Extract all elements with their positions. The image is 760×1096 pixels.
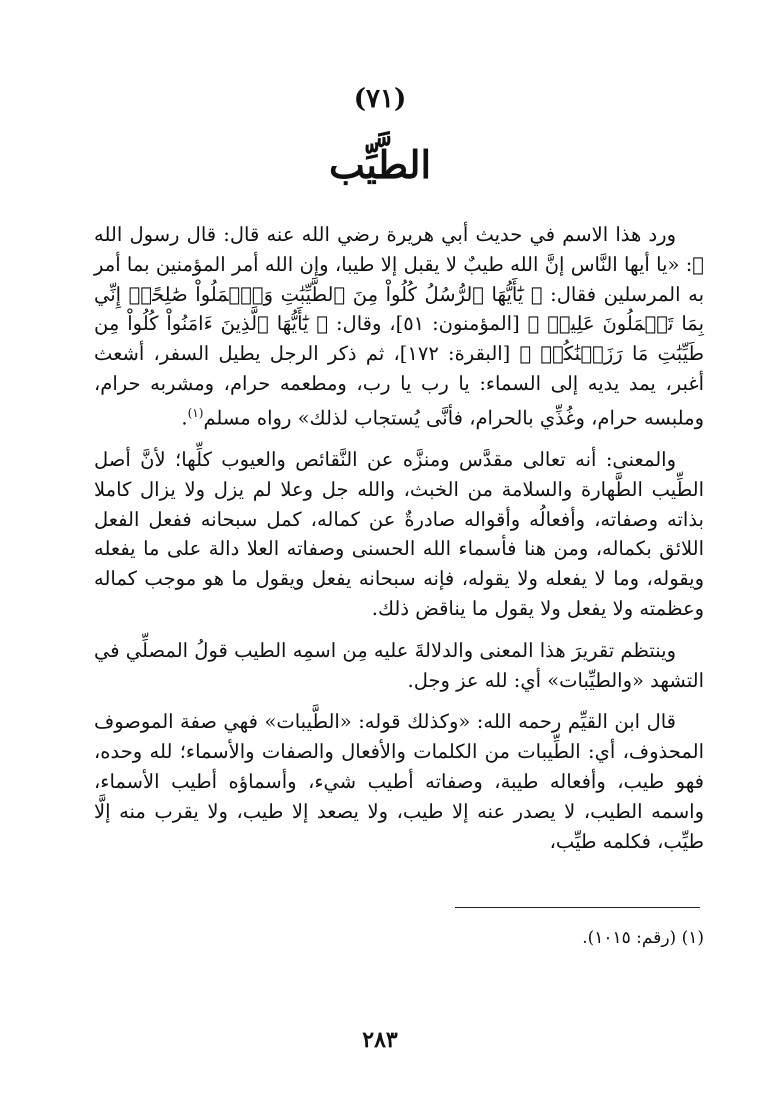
- paragraph-end-mark: .: [181, 406, 188, 430]
- footnote: (١) (رقم: ١٠١٥).: [582, 928, 704, 948]
- paragraph-ibn-qayyim: قال ابن القيِّم رحمه الله: «وكذلك قوله: «الطَّيبات» فهي صفة الموصوف المحذوف، أي: الطِّيبات من الكلمات والأفعال والصفات والأسماء؛ لله وحده، فهو طيب، وأفعاله طيبة، وصفاته أطيب شيء، وأسماؤه أطيب الأسماء، واسمه الطيب، لا يصدر عنه إلا طيب، ولا يصعد إلا طيب، ولا يقرب منه إلَّا طيِّب، فكلمه طيِّب،: [94, 710, 704, 853]
- paragraph-tashahhud: وينتظم تقريرَ هذا المعنى والدلالةَ عليه مِن اسمِه الطيب قولُ المصلِّي في التشهد «والطيِّبات» أي: لله عز وجل.: [94, 638, 704, 692]
- body-text: [94, 220, 704, 868]
- paragraph-hadith-text: ورد هذا الاسم في حديث أبي هريرة رضي الله عنه قال: قال رسول الله ﷺ: «يا أيها النَّاس إنَّ الله طيبٌ لا يقبل إلا طيبا، وإن الله أمر المؤمنين بما أمر به المرسلين فقال: ﴿ يَٰٓأَيُّهَا ٱلرُّسُلُ كُلُواْ مِنَ ٱلطَّيِّبَٰتِ وَٱعۡمَلُواْ صَٰلِحًاۖ إِنِّي بِمَا تَعۡمَلُونَ عَلِيمٞ ﴾ [المؤمنون: ٥١]، وقال: ﴿ يَٰٓأَيُّهَا ٱلَّذِينَ ءَامَنُواْ كُلُواْ مِن طَيِّبَٰتِ مَا رَزَقۡنَٰكُمۡ ﴾ [البقرة: ١٧٢]، ثم ذكر الرجل يطيل السفر، أشعث أغبر، يمد يديه إلى السماء: يا رب يا رب، ومطعمه حرام، ومشربه حرام، وملبسه حرام، وغُذِّي بالحرام، فأنَّى يُستجاب لذلك» رواه مسلم: [94, 223, 704, 430]
- paragraph-meaning: والمعنى: أنه تعالى مقدَّس ومنزَّه عن النَّقائص والعيوب كلِّها؛ لأنَّ أصل الطِّيب الطَّهارة والسلامة من الخبث، والله جل وعلا لم يزل ولا يزال كاملا بذاته وصفاته، وأفعالُه وأقواله صادرةٌ عن كماله، كمل سبحانه ففعل الفعل اللائق بكماله، ومن هنا فأسماء الله الحسنى وصفاته العلا دالة على ما يفعله ويقوله، وما لا يفعله ولا يقوله، فإنه سبحانه يفعل ويقول ما هو موجب كماله وعظمته ولا يفعل ولا يقول ما يناقض ذلك.: [94, 448, 704, 621]
- page-number: ٢٨٣: [362, 1027, 398, 1053]
- footnote-reference: (١): [187, 405, 204, 420]
- footnote-divider: [455, 907, 700, 908]
- paragraph-hadith: [94, 220, 704, 433]
- chapter-title: الطَّيِّب: [328, 142, 432, 187]
- chapter-number: (٧١): [353, 84, 407, 114]
